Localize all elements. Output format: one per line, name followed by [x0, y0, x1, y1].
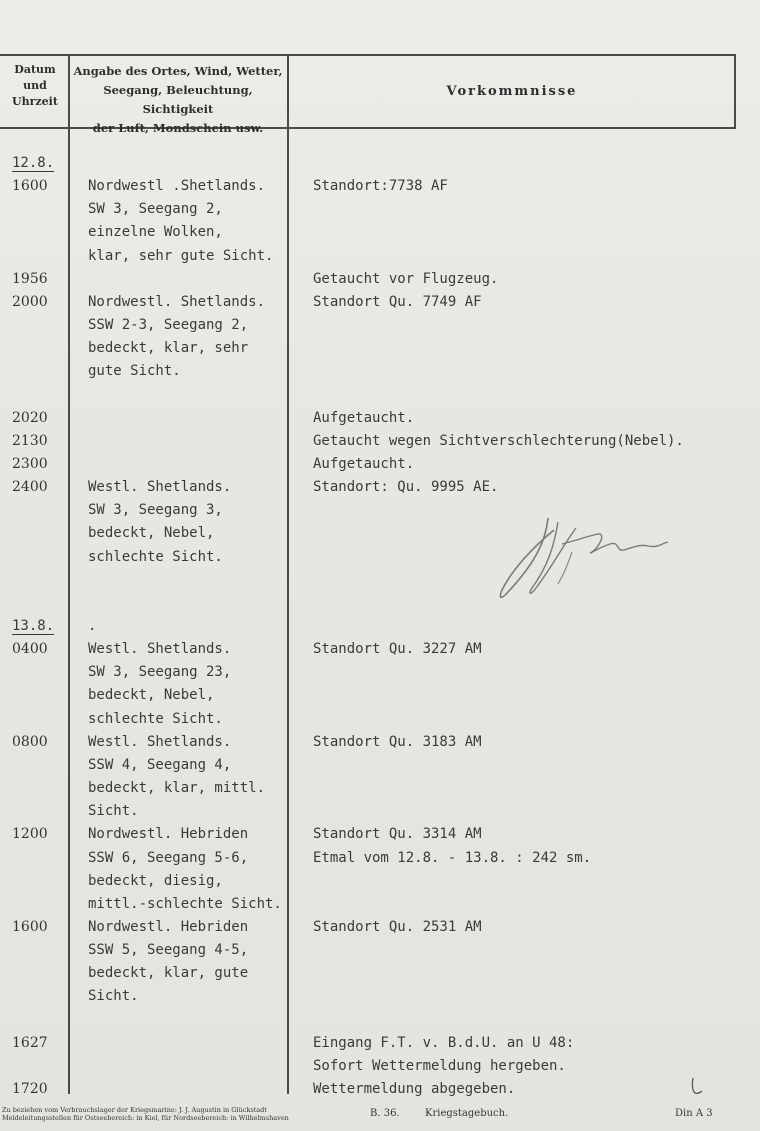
- entry-location-weather: Westl. Shetlands.: [88, 641, 232, 657]
- entry-location-weather: Sicht.: [88, 803, 139, 819]
- header-location-line3: der Luft, Mondschein usw.: [92, 121, 264, 135]
- entry-event: Getaucht vor Flugzeug.: [313, 271, 499, 287]
- footer-supplier-line2: Meldeleitungsstellen für Ostseebereich: in Kiel, für Nordseebereich: in Wilhelmshaven: [2, 1114, 289, 1122]
- entry-location-weather: schlechte Sicht.: [88, 549, 223, 565]
- entry-date-time: 1956: [12, 271, 48, 287]
- entry-location-weather: schlechte Sicht.: [88, 711, 223, 727]
- header-date-time: [4, 62, 66, 110]
- entry-event: Standort Qu. 3227 AM: [313, 641, 482, 657]
- entry-date-time: 13.8.: [12, 618, 55, 634]
- entry-location-weather: Nordwestl .Shetlands.: [88, 178, 266, 194]
- footer-form-number: B. 36.: [370, 1108, 400, 1119]
- right-border: [734, 54, 736, 128]
- footer-form-title: Kriegstagebuch.: [425, 1108, 509, 1119]
- column-divider-1: [68, 54, 70, 1094]
- entry-location-weather: einzelne Wolken,: [88, 224, 223, 240]
- entry-event: Wettermeldung abgegeben.: [313, 1081, 516, 1097]
- entry-date-time: 2400: [12, 479, 48, 495]
- footer-supplier: [2, 1106, 289, 1122]
- entry-location-weather: SW 3, Seegang 3,: [88, 502, 223, 518]
- entry-date-time: 1627: [12, 1035, 48, 1051]
- entry-date-time: 1200: [12, 826, 48, 842]
- entry-location-weather: SSW 4, Seegang 4,: [88, 757, 232, 773]
- entry-event: Standort: Qu. 9995 AE.: [313, 479, 499, 495]
- entry-location-weather: SSW 5, Seegang 4-5,: [88, 942, 249, 958]
- entry-location-weather: SSW 2-3, Seegang 2,: [88, 317, 249, 333]
- column-divider-2: [287, 54, 289, 1094]
- header-date-line: Datum: [14, 63, 56, 76]
- entry-location-weather: SSW 6, Seegang 5-6,: [88, 850, 249, 866]
- entry-location-weather: Westl. Shetlands.: [88, 734, 232, 750]
- entry-date-time: 1720: [12, 1081, 48, 1097]
- entry-location-weather: Westl. Shetlands.: [88, 479, 232, 495]
- entry-location-weather: bedeckt, klar, gute: [88, 965, 249, 981]
- entry-location-weather: bedeckt, klar, mittl.: [88, 780, 266, 796]
- entry-date-time: 0800: [12, 734, 48, 750]
- entry-location-weather: SW 3, Seegang 2,: [88, 201, 223, 217]
- footer-din-size: Din A 3: [675, 1108, 713, 1119]
- entry-location-weather: Nordwestl. Shetlands.: [88, 294, 266, 310]
- entry-event: Aufgetaucht.: [313, 410, 415, 426]
- entry-location-weather: mittl.-schlechte Sicht.: [88, 896, 282, 912]
- entry-date-time: 1600: [12, 919, 48, 935]
- entry-location-weather: bedeckt, klar, sehr: [88, 340, 249, 356]
- entry-location-weather: bedeckt, diesig,: [88, 873, 223, 889]
- entry-date-time: 2130: [12, 433, 48, 449]
- entry-event: Standort Qu. 2531 AM: [313, 919, 482, 935]
- entry-location-weather: SW 3, Seegang 23,: [88, 664, 232, 680]
- entry-event: Standort Qu. 3314 AM: [313, 826, 482, 842]
- top-rule: [0, 54, 736, 56]
- entry-date-time: 1600: [12, 178, 48, 194]
- header-events: Vorkommnisse: [446, 84, 578, 99]
- entry-location-weather: Sicht.: [88, 988, 139, 1004]
- entry-event: Etmal vom 12.8. - 13.8. : 242 sm.: [313, 850, 592, 866]
- entry-event: Standort Qu. 7749 AF: [313, 294, 482, 310]
- entry-event: Eingang F.T. v. B.d.U. an U 48:: [313, 1035, 575, 1051]
- entry-location-weather: klar, sehr gute Sicht.: [88, 248, 274, 264]
- entry-date-time: 2020: [12, 410, 48, 426]
- entry-event: Getaucht wegen Sichtverschlechterung(Nebel).: [313, 433, 684, 449]
- header-location-line2: Seegang, Beleuchtung, Sichtigkeit: [103, 83, 253, 116]
- entry-date-time: 2300: [12, 456, 48, 472]
- header-and-line: und: [23, 79, 47, 92]
- footer-supplier-line1: Zu beziehen vom Verbrauchslager der Kriegsmarine: J. J. Augustin in Glückstadt: [2, 1106, 267, 1114]
- entry-location-weather: bedeckt, Nebel,: [88, 687, 215, 703]
- entry-event: Aufgetaucht.: [313, 456, 415, 472]
- entry-location-weather: Nordwestl. Hebriden: [88, 919, 249, 935]
- entry-date-time: 12.8.: [12, 155, 55, 171]
- entry-location-weather: .: [88, 618, 97, 634]
- entry-event: Standort Qu. 3183 AM: [313, 734, 482, 750]
- entry-date-time: 0400: [12, 641, 48, 657]
- entry-event: Sofort Wettermeldung hergeben.: [313, 1058, 566, 1074]
- header-location-line1: Angabe des Ortes, Wind, Wetter,: [73, 64, 283, 78]
- header-location-weather: [72, 62, 284, 138]
- entry-location-weather: bedeckt, Nebel,: [88, 525, 215, 541]
- entry-location-weather: Nordwestl. Hebriden: [88, 826, 249, 842]
- entry-event: Standort:7738 AF: [313, 178, 448, 194]
- entry-location-weather: gute Sicht.: [88, 363, 181, 379]
- header-time-line: Uhrzeit: [12, 95, 58, 108]
- corner-mark-icon: [690, 1076, 704, 1096]
- entry-date-time: 2000: [12, 294, 48, 310]
- signature-icon: [488, 500, 678, 610]
